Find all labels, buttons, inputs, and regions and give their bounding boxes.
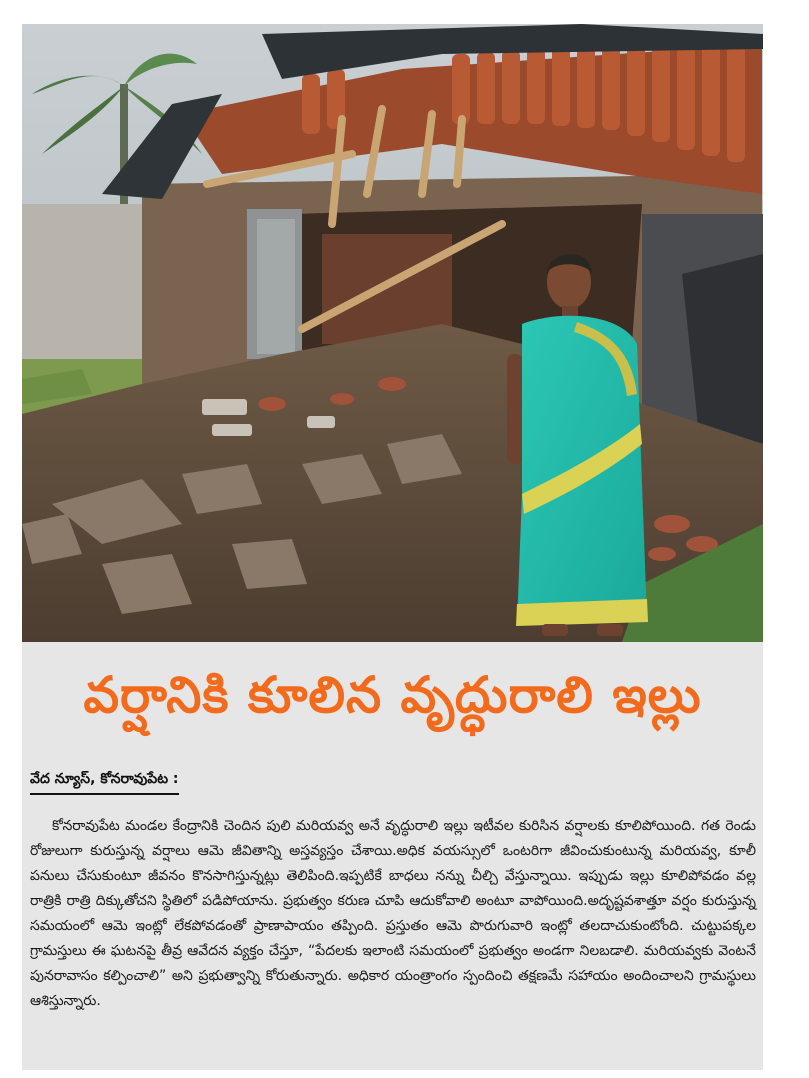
byline: వేద న్యూస్, కోనరావుపేట : bbox=[30, 769, 179, 795]
news-clipping bbox=[22, 24, 763, 1070]
headline: వర్షానికి కూలిన వృద్ధురాలి ఇల్లు bbox=[83, 666, 702, 724]
collapsed-house-photo bbox=[22, 24, 763, 642]
article-body: కోనరావుపేట మండల కేంద్రానికి చెందిన పులి మరియవ్వ అనే వృద్ధురాలి ఇల్లు ఇటీవల కురిసిన వర్షాలకు కూలిపోయింది. గత రెండు రోజులుగా కురుస్తున్న వర్షాలు ఆమె జీవితాన్ని అస్తవ్యస్తం చేశాయి.అధిక వయస్సులో ఒంటరిగా జీవించుకుంటున్న మరియవ్వ, కూలీ పనులు చేసుకుంటూ జీవనం కొనసాగిస్తున్నట్లు తెలిపింది.ఇప్పటికే బాధలు నన్ను చీల్చి వేస్తున్నాయి. ఇప్పుడు ఇల్లు కూలిపోవడం వల్ల రాత్రికి రాత్రి దిక్కుతోచని స్థితిలో పడిపోయాను. ప్రభుత్వం కరుణ చూపి ఆదుకోవాలి అంటూ వాపోయింది.అదృష్టవశాత్తూ వర్షం కురుస్తున్న సమయంలో ఆమె ఇంట్లో లేకపోవడంతో ప్రాణాపాయం తప్పింది. ప్రస్తుతం ఆమె పొరుగువారి ఇంట్లో తలదాచుకుంటోంది. చుట్టుపక్కల గ్రామస్తులు ఈ ఘటనపై తీవ్ర ఆవేదన వ్యక్తం చేస్తూ, “పేదలకు ఇలాంటి సమయంలో ప్రభుత్వం అండగా నిలబడాలి. మరియవ్వకు వెంటనే పునరావాసం కల్పించాలి” అని ప్రభుత్వాన్ని కోరుతున్నారు. అధికార యంత్రాంగం స్పందించి తక్షణమే సహాయం అందించాలని గ్రామస్థులు ఆశిస్తున్నారు. bbox=[30, 818, 756, 1009]
news-photo bbox=[22, 24, 763, 642]
